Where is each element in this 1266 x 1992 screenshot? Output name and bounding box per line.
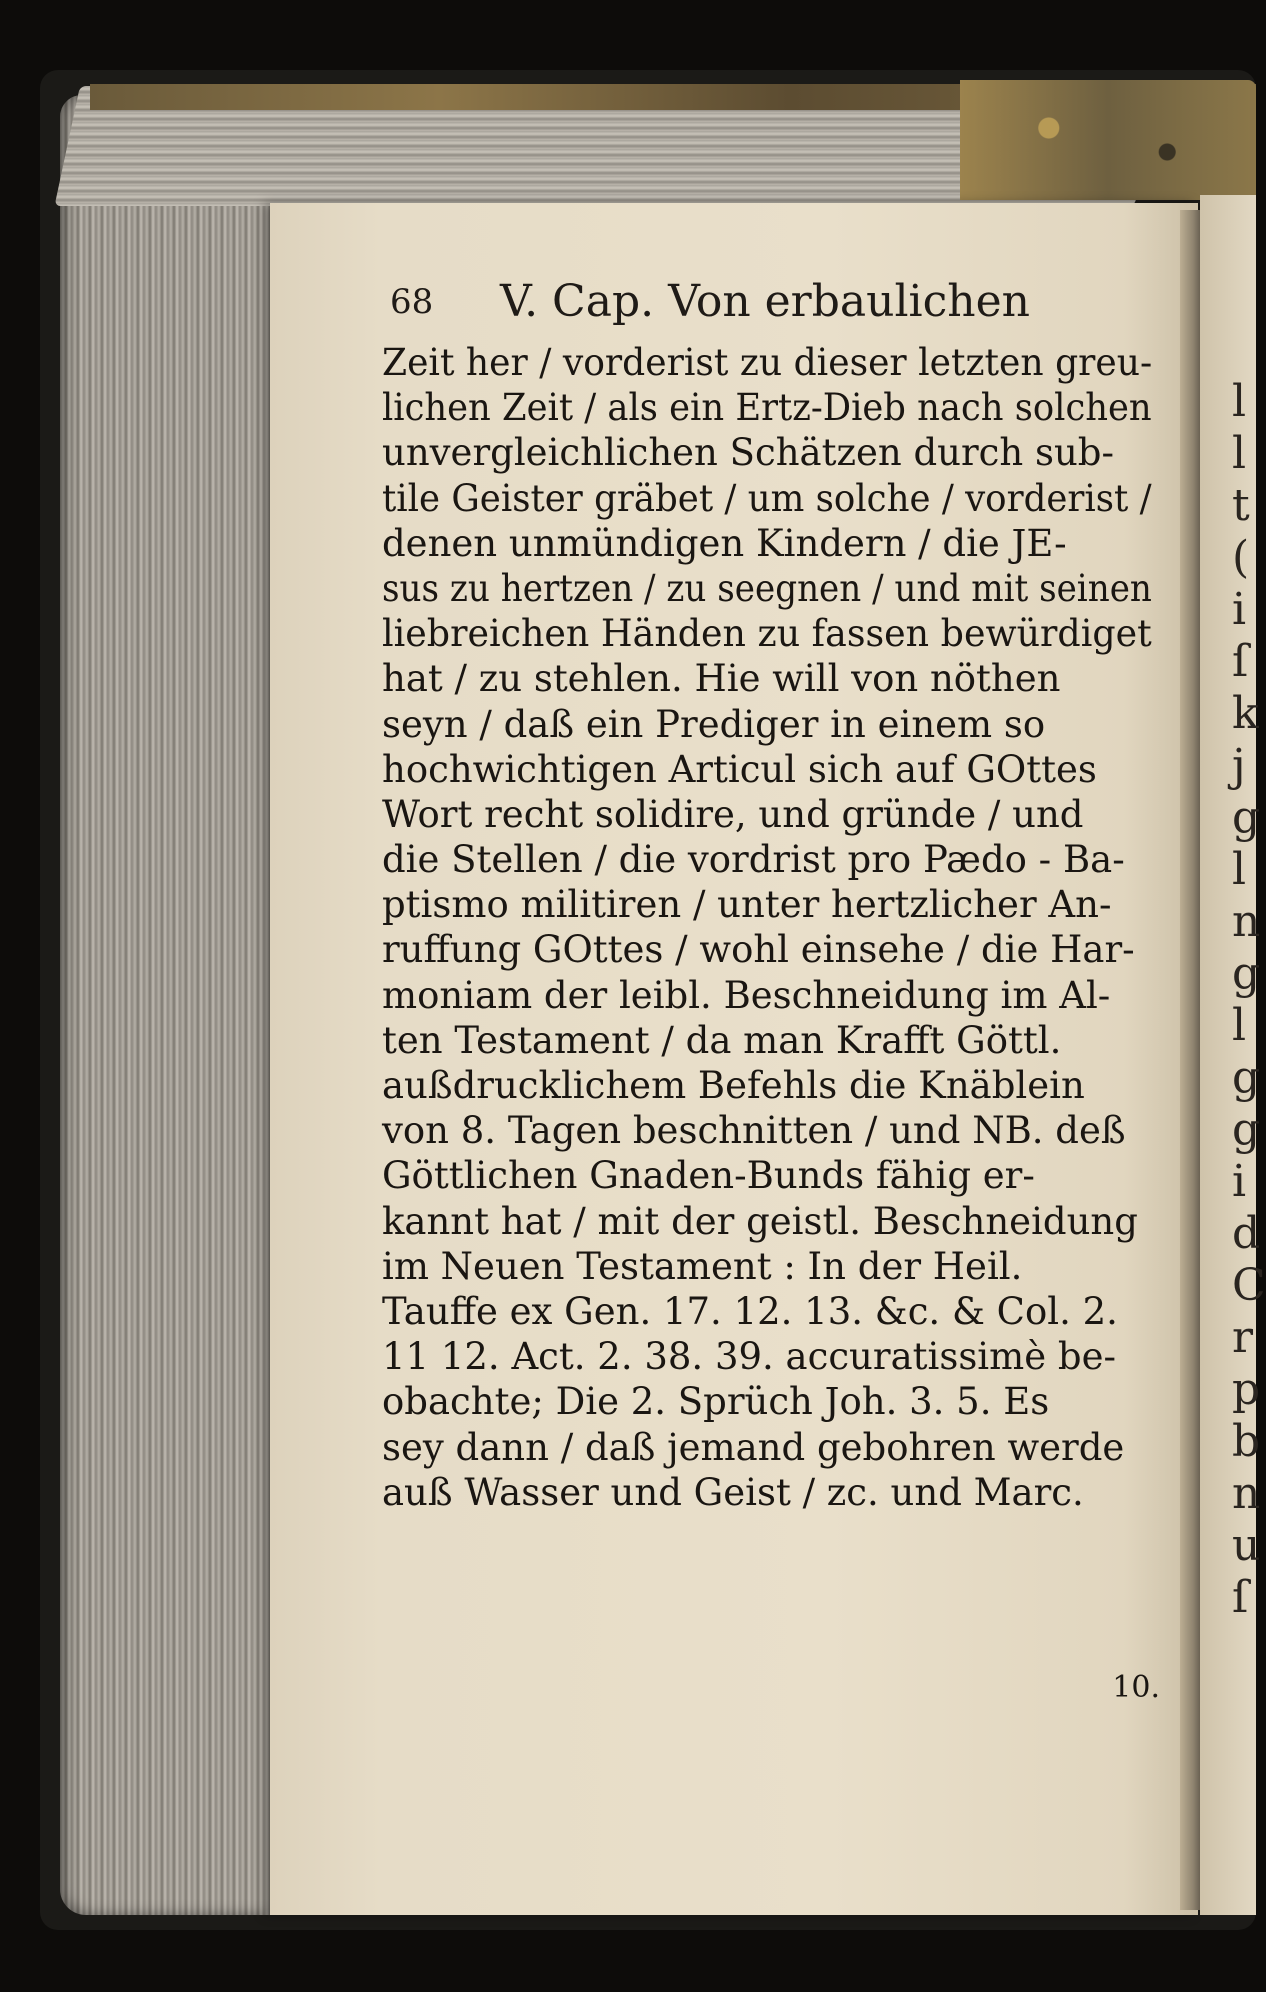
- facing-page-letter: g: [1232, 1104, 1261, 1155]
- facing-page-letter: t: [1232, 480, 1250, 531]
- book-gutter: [1180, 210, 1202, 1910]
- catchword: 10.: [1112, 1670, 1160, 1705]
- facing-page-letter: l: [1232, 844, 1247, 895]
- marbled-cover-board: [960, 80, 1256, 200]
- text-line: Zeit her / vorderist zu dieser letzten greu-: [382, 341, 1153, 384]
- text-line: seyn / daß ein Prediger in einem so: [382, 702, 1046, 746]
- facing-page-letter: l: [1232, 428, 1247, 479]
- facing-page-letter: ſ: [1232, 1572, 1249, 1623]
- text-line: sey dann / daß jemand gebohren werde: [382, 1425, 1125, 1469]
- facing-page-letters: [1232, 376, 1266, 1628]
- facing-page-letter: r: [1232, 1312, 1254, 1363]
- running-title: V. Cap. Von erbaulichen: [500, 276, 1030, 327]
- facing-page-letter: l: [1232, 376, 1247, 427]
- facing-page-letter: d: [1232, 1208, 1261, 1259]
- text-line: unvergleichlichen Schätzen durch sub-: [382, 431, 1114, 475]
- facing-page-letter: i: [1232, 1156, 1247, 1207]
- text-line: ptismo militiren / unter hertzlicher An-: [382, 883, 1112, 927]
- text-line: hat / zu stehlen. Hie will von nöthen: [382, 657, 1061, 701]
- facing-page-letter: g: [1232, 1052, 1261, 1103]
- facing-page-letter: ſ: [1232, 636, 1249, 687]
- text-line: moniam der leibl. Beschneidung im Al-: [382, 973, 1111, 1017]
- text-line: auß Wasser und Geist / zc. und Marc.: [382, 1470, 1084, 1514]
- facing-page-letter: u: [1232, 1520, 1261, 1571]
- text-line: lichen Zeit / als ein Ertz-Dieb nach solchen: [382, 386, 1152, 430]
- text-line: im Neuen Testament : In der Heil.: [382, 1244, 1023, 1288]
- facing-page-letter: (: [1232, 532, 1250, 583]
- text-line: tile Geister gräbet / um solche / vorderist /: [382, 476, 1152, 520]
- facing-page-letter: p: [1232, 1364, 1261, 1415]
- facing-page-letter: n: [1232, 896, 1261, 947]
- facing-page-letter: b: [1232, 1416, 1261, 1467]
- facing-page-letter: l: [1232, 1000, 1247, 1051]
- facing-page-letter: j: [1232, 740, 1246, 791]
- page-body-text: [382, 340, 1152, 1515]
- facing-page-letter: g: [1232, 792, 1261, 843]
- facing-page-letter: k: [1232, 688, 1259, 739]
- text-line: ruffung GOttes / wohl einsehe / die Har-: [382, 928, 1135, 972]
- text-line: hochwichtigen Articul sich auf GOttes: [382, 747, 1097, 791]
- text-line: Wort recht solidire, und gründe / und: [382, 792, 1084, 836]
- text-line: außdrucklichem Befehls die Knäblein: [382, 1064, 1085, 1107]
- text-line: ten Testament / da man Krafft Göttl.: [382, 1018, 1062, 1062]
- text-line: Göttlichen Gnaden-Bunds fähig er-: [382, 1154, 1035, 1198]
- facing-page-letter: g: [1232, 948, 1261, 999]
- text-line: sus zu hertzen / zu seegnen / und mit seinen: [382, 566, 1152, 610]
- text-line: obachte; Die 2. Sprüch Joh. 3. 5. Es: [382, 1380, 1050, 1424]
- text-line: Tauffe ex Gen. 17. 12. 13. &c. & Col. 2.: [382, 1289, 1118, 1333]
- facing-page-letter: i: [1232, 584, 1247, 635]
- running-head: [390, 272, 1130, 332]
- text-line: von 8. Tagen beschnitten / und NB. deß: [382, 1109, 1126, 1153]
- facing-page-letter: C: [1232, 1260, 1266, 1311]
- text-line: die Stellen / die vordrist pro Pædo - Ba-: [382, 838, 1125, 882]
- text-line: liebreichen Händen zu fassen bewürdiget: [382, 612, 1152, 656]
- text-line: kannt hat / mit der geistl. Beschneidung: [382, 1199, 1138, 1243]
- facing-page-letter: n: [1232, 1468, 1261, 1519]
- text-line: denen unmündigen Kindern / die JE-: [382, 521, 1067, 565]
- page-number: 68: [390, 282, 434, 322]
- text-line: 11 12. Act. 2. 38. 39. accuratissimè be-: [382, 1335, 1116, 1379]
